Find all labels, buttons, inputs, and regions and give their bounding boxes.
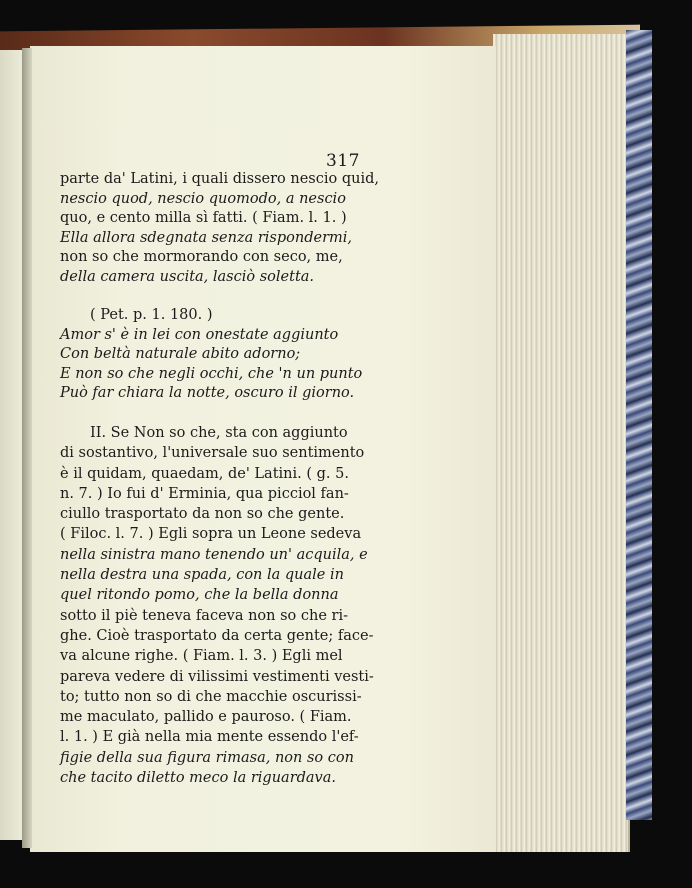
text-line: sotto il piè teneva faceva non so che ri- (60, 607, 349, 624)
text-line: ciullo trasportato da non so che gente. (60, 506, 345, 523)
verse-line: Può far chiara la notte, oscuro il giorno. (60, 385, 355, 402)
text-line: ( Filoc. l. 7. ) Egli sopra un Leone sedeva (60, 526, 362, 543)
text-line: II. Se Non so che, sta con aggiunto (90, 425, 348, 441)
text-line: della camera uscita, lasciò soletta. (60, 268, 315, 285)
text-line: quel ritondo pomo, che la bella donna (60, 587, 339, 604)
text-line: è il quidam, quaedam, de' Latini. ( g. 5. (60, 465, 349, 482)
text-line: va alcune righe. ( Fiam. l. 3. ) Egli mel (60, 648, 343, 665)
text-line: figie della sua figura rimasa, non so con (60, 749, 354, 766)
text-line: to; tutto non so di che macchie oscurissi- (60, 688, 362, 705)
verse-line: Con beltà naturale abito adorno; (60, 346, 301, 363)
text-line: nella destra una spada, con la quale in (60, 567, 344, 584)
text-line: me maculato, pallido e pauroso. ( Fiam. (60, 709, 352, 726)
verse-line: E non so che negli occhi, che 'n un punto (60, 365, 363, 382)
page-fore-edge (493, 34, 630, 852)
book-gutter (22, 48, 32, 848)
text-line: parte da' Latini, i quali dissero nescio quid, (60, 171, 379, 187)
page-number: 317 (326, 151, 360, 171)
paragraph-2 (60, 423, 374, 788)
text-line: ghe. Cioè trasportato da certa gente; face- (60, 627, 374, 644)
text-line: l. 1. ) E già nella mia mente essendo l'ef- (60, 729, 359, 746)
verse-line: Amor s' è in lei con onestate aggiunto (60, 326, 339, 343)
text-line: che tacito diletto meco la riguardava. (60, 770, 336, 787)
paragraph-1 (60, 170, 379, 288)
verse-quotation (60, 306, 362, 404)
citation-line: ( Pet. p. 1. 180. ) (90, 307, 213, 323)
text-line: n. 7. ) Io fui d' Erminia, qua picciol fan- (60, 485, 349, 502)
text-line: nella sinistra mano tenendo un' acquila, e (60, 546, 368, 563)
text-line: di sostantivo, l'universale suo sentimento (60, 445, 365, 462)
text-line: quo, e cento milla sì fatti. ( Fiam. l. 1. ) (60, 210, 347, 227)
marbled-cover-edge (626, 30, 652, 820)
text-line: non so che mormorando con seco, me, (60, 249, 343, 266)
text-line: pareva vedere di vilissimi vestimenti vesti- (60, 668, 374, 685)
text-line: Ella allora sdegnata senza rispondermi, (60, 229, 353, 246)
text-line: nescio quod, nescio quomodo, a nescio (60, 190, 346, 207)
